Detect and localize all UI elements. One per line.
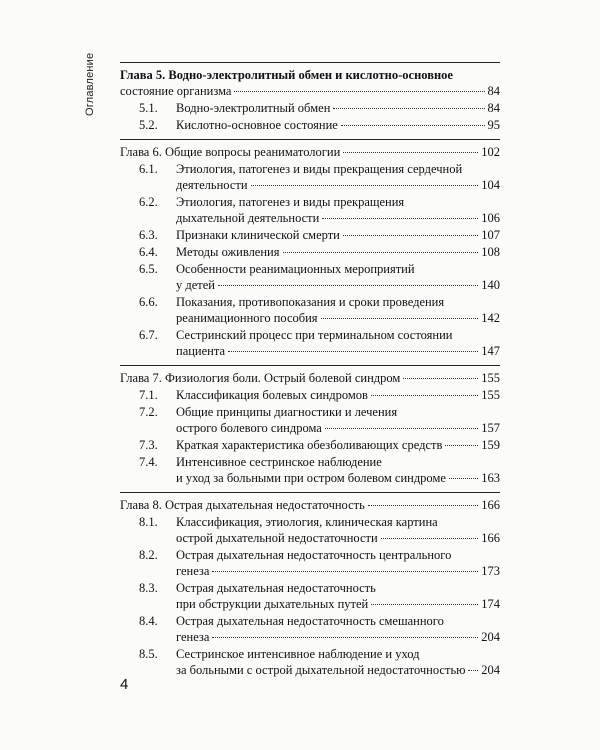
leader-line bbox=[176, 530, 500, 546]
entry-text: Глава 6. Общие вопросы реаниматологии bbox=[120, 145, 341, 159]
entry-text: Глава 8. Острая дыхательная недостаточность bbox=[120, 498, 365, 512]
leader-line bbox=[176, 310, 500, 326]
leader-line bbox=[176, 596, 500, 612]
item-number: 7.2. bbox=[139, 405, 158, 419]
item-number: 6.4. bbox=[139, 245, 158, 259]
item-number: 6.1. bbox=[139, 162, 158, 176]
chapter-title[interactable] bbox=[120, 144, 500, 160]
chapter-title[interactable] bbox=[120, 67, 500, 99]
chapter-8 bbox=[120, 492, 500, 678]
entry-text: генеза bbox=[176, 564, 210, 578]
chapter-rule bbox=[120, 62, 500, 63]
chapter-rule bbox=[120, 492, 500, 493]
item-text-line: Особенности реанимационных мероприятий bbox=[176, 262, 415, 276]
toc-item[interactable] bbox=[120, 244, 500, 260]
chapter-rule bbox=[120, 139, 500, 140]
chapter-title[interactable] bbox=[120, 370, 500, 386]
item-text bbox=[176, 261, 500, 293]
leader-line bbox=[176, 227, 500, 243]
leader-line bbox=[176, 100, 500, 116]
toc-item[interactable] bbox=[120, 437, 500, 453]
page-number: 4 bbox=[120, 676, 129, 693]
dot-leader bbox=[218, 285, 478, 286]
entry-text: Классификация болевых синдромов bbox=[176, 388, 368, 402]
entry-page: 84 bbox=[487, 84, 500, 98]
item-text bbox=[176, 580, 500, 612]
entry-text: у детей bbox=[176, 278, 215, 292]
dot-leader bbox=[234, 91, 484, 92]
entry-page: 166 bbox=[481, 531, 500, 545]
item-text bbox=[176, 547, 500, 579]
toc-item[interactable] bbox=[120, 194, 500, 226]
toc-item[interactable] bbox=[120, 547, 500, 579]
toc-item[interactable] bbox=[120, 404, 500, 436]
dot-leader bbox=[371, 395, 478, 396]
toc-item[interactable] bbox=[120, 100, 500, 116]
item-number: 8.1. bbox=[139, 515, 158, 529]
item-number: 8.4. bbox=[139, 614, 158, 628]
item-text bbox=[176, 613, 500, 645]
leader-line bbox=[120, 497, 500, 513]
running-head-vertical: Оглавление bbox=[84, 52, 96, 116]
item-text bbox=[176, 294, 500, 326]
dot-leader bbox=[341, 125, 485, 126]
entry-text: пациента bbox=[176, 344, 226, 358]
item-number: 6.7. bbox=[139, 328, 158, 342]
entry-text: Признаки клинической смерти bbox=[176, 228, 340, 242]
table-of-contents bbox=[120, 62, 500, 678]
item-text-line: Общие принципы диагностики и лечения bbox=[176, 405, 398, 419]
item-text-line: Острая дыхательная недостаточность центрального bbox=[176, 548, 452, 562]
entry-text: при обструкции дыхательных путей bbox=[176, 597, 369, 611]
dot-leader bbox=[343, 152, 478, 153]
item-text bbox=[176, 227, 500, 243]
item-text bbox=[176, 327, 500, 359]
leader-line bbox=[176, 420, 500, 436]
dot-leader bbox=[325, 428, 478, 429]
toc-item[interactable] bbox=[120, 327, 500, 359]
dot-leader bbox=[251, 185, 479, 186]
toc-item[interactable] bbox=[120, 227, 500, 243]
item-number: 7.4. bbox=[139, 455, 158, 469]
item-text bbox=[176, 194, 500, 226]
item-text-line: Интенсивное сестринское наблюдение bbox=[176, 455, 382, 469]
leader-line bbox=[176, 244, 500, 260]
item-text-line: Классификация, этиология, клиническая картина bbox=[176, 515, 438, 529]
item-text bbox=[176, 244, 500, 260]
item-text-line: Острая дыхательная недостаточность bbox=[176, 581, 376, 595]
item-text bbox=[176, 387, 500, 403]
toc-item[interactable] bbox=[120, 514, 500, 546]
entry-page: 140 bbox=[481, 278, 500, 292]
item-text bbox=[176, 454, 500, 486]
entry-text: деятельности bbox=[176, 178, 248, 192]
entry-page: 173 bbox=[481, 564, 500, 578]
item-text-line: Этиология, патогенез и виды прекращения сердечной bbox=[176, 162, 463, 176]
item-text bbox=[176, 161, 500, 193]
dot-leader bbox=[449, 478, 478, 479]
entry-text: Методы оживления bbox=[176, 245, 280, 259]
toc-item[interactable] bbox=[120, 580, 500, 612]
chapter-title[interactable] bbox=[120, 497, 500, 513]
dot-leader bbox=[468, 670, 478, 671]
item-number: 6.3. bbox=[139, 228, 158, 242]
leader-line bbox=[176, 210, 500, 226]
toc-item[interactable] bbox=[120, 387, 500, 403]
item-text bbox=[176, 100, 500, 116]
entry-page: 157 bbox=[481, 421, 500, 435]
entry-page: 155 bbox=[481, 371, 500, 385]
dot-leader bbox=[212, 637, 478, 638]
entry-text: острой дыхательной недостаточности bbox=[176, 531, 378, 545]
entry-text: состояние организма bbox=[120, 84, 232, 98]
chapter-5 bbox=[120, 62, 500, 133]
entry-text: острого болевого синдрома bbox=[176, 421, 322, 435]
entry-page: 204 bbox=[481, 630, 500, 644]
dot-leader bbox=[403, 378, 478, 379]
entry-page: 174 bbox=[481, 597, 500, 611]
leader-line bbox=[176, 177, 500, 193]
dot-leader bbox=[445, 445, 478, 446]
item-number: 5.1. bbox=[139, 101, 158, 115]
item-text bbox=[176, 646, 500, 678]
leader-line bbox=[120, 144, 500, 160]
entry-text: Кислотно-основное состояние bbox=[176, 118, 338, 132]
item-number: 7.1. bbox=[139, 388, 158, 402]
entry-page: 142 bbox=[481, 311, 500, 325]
entry-page: 155 bbox=[481, 388, 500, 402]
toc-item[interactable] bbox=[120, 613, 500, 645]
item-text bbox=[176, 514, 500, 546]
dot-leader bbox=[333, 108, 484, 109]
item-number: 6.6. bbox=[139, 295, 158, 309]
dot-leader bbox=[212, 571, 478, 572]
chapter-7 bbox=[120, 365, 500, 486]
entry-text: дыхательной деятельности bbox=[176, 211, 320, 225]
dot-leader bbox=[228, 351, 478, 352]
toc-item[interactable] bbox=[120, 646, 500, 678]
leader-line bbox=[120, 83, 500, 99]
entry-text: генеза bbox=[176, 630, 210, 644]
toc-item[interactable] bbox=[120, 454, 500, 486]
item-text-line: Сестринское интенсивное наблюдение и уход bbox=[176, 647, 420, 661]
item-number: 7.3. bbox=[139, 438, 158, 452]
chapter-rule bbox=[120, 365, 500, 366]
dot-leader bbox=[343, 235, 478, 236]
leader-line bbox=[176, 662, 500, 678]
item-number: 5.2. bbox=[139, 118, 158, 132]
dot-leader bbox=[368, 505, 478, 506]
chapter-6 bbox=[120, 139, 500, 359]
leader-line bbox=[176, 437, 500, 453]
leader-line bbox=[176, 387, 500, 403]
item-number: 6.5. bbox=[139, 262, 158, 276]
dot-leader bbox=[283, 252, 479, 253]
item-number: 8.5. bbox=[139, 647, 158, 661]
entry-text: реанимационного пособия bbox=[176, 311, 318, 325]
entry-text: Глава 7. Физиология боли. Острый болевой синдром bbox=[120, 371, 401, 385]
leader-line bbox=[176, 470, 500, 486]
entry-page: 166 bbox=[481, 498, 500, 512]
item-text-line: Сестринский процесс при терминальном состоянии bbox=[176, 328, 453, 342]
entry-page: 95 bbox=[487, 118, 500, 132]
dot-leader bbox=[321, 318, 479, 319]
entry-page: 107 bbox=[481, 228, 500, 242]
leader-line bbox=[176, 629, 500, 645]
item-text-line: Острая дыхательная недостаточность смешанного bbox=[176, 614, 444, 628]
item-text bbox=[176, 404, 500, 436]
toc-item[interactable] bbox=[120, 261, 500, 293]
chapter-title-line: Глава 5. Водно-электролитный обмен и кислотно-основное bbox=[120, 68, 453, 82]
toc-item[interactable] bbox=[120, 117, 500, 133]
item-number: 8.3. bbox=[139, 581, 158, 595]
entry-page: 108 bbox=[481, 245, 500, 259]
toc-item[interactable] bbox=[120, 294, 500, 326]
entry-page: 104 bbox=[481, 178, 500, 192]
entry-text: и уход за больными при остром болевом синдроме bbox=[176, 471, 446, 485]
entry-text: Водно-электролитный обмен bbox=[176, 101, 331, 115]
dot-leader bbox=[322, 218, 478, 219]
entry-text: за больными с острой дыхательной недостаточностью bbox=[176, 663, 466, 677]
leader-line bbox=[176, 277, 500, 293]
item-text-line: Показания, противопоказания и сроки проведения bbox=[176, 295, 445, 309]
dot-leader bbox=[381, 538, 479, 539]
item-text-line: Этиология, патогенез и виды прекращения bbox=[176, 195, 405, 209]
dot-leader bbox=[371, 604, 478, 605]
entry-page: 159 bbox=[481, 438, 500, 452]
entry-page: 106 bbox=[481, 211, 500, 225]
entry-page: 84 bbox=[487, 101, 500, 115]
leader-line bbox=[176, 117, 500, 133]
leader-line bbox=[176, 343, 500, 359]
entry-page: 163 bbox=[481, 471, 500, 485]
entry-page: 147 bbox=[481, 344, 500, 358]
item-number: 8.2. bbox=[139, 548, 158, 562]
item-number: 6.2. bbox=[139, 195, 158, 209]
entry-page: 102 bbox=[481, 145, 500, 159]
entry-page: 204 bbox=[481, 663, 500, 677]
entry-text: Краткая характеристика обезболивающих средств bbox=[176, 438, 443, 452]
leader-line bbox=[120, 370, 500, 386]
item-text bbox=[176, 437, 500, 453]
toc-item[interactable] bbox=[120, 161, 500, 193]
item-text bbox=[176, 117, 500, 133]
leader-line bbox=[176, 563, 500, 579]
